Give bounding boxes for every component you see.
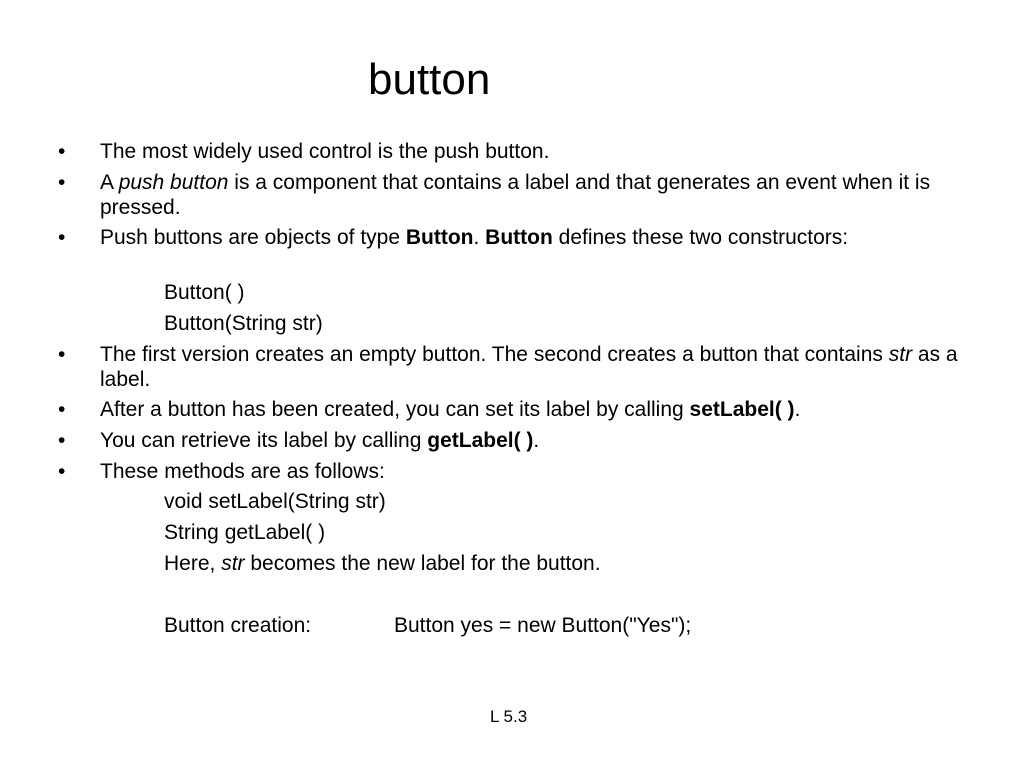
creation-label: Button creation: [164,614,312,637]
bullet-text-prefix: The first version creates an empty button. The second creates a button that contains [100,343,889,366]
bullet-text-prefix: Push buttons are objects of type [100,226,406,249]
constructor-line: Button(String str) [164,312,323,335]
bullet-glyph: • [58,398,66,421]
bullet-text-suffix: . [794,398,801,421]
here-note-suffix: becomes the new label for the button. [244,552,601,575]
bullet-text-bold: Button [405,226,474,249]
bullet-glyph: • [58,171,66,194]
slide-footer: L 5.3 [490,707,528,726]
method-signature: String getLabel( ) [164,521,326,544]
bullet-glyph: • [58,343,66,366]
bullet-text-plain: These methods are as follows: [100,460,385,483]
bullet-text [100,171,968,220]
slide-title: button [368,55,491,104]
bullet-text-suffix: as a label. [100,343,958,391]
bullet-glyph: • [58,460,66,483]
bullet-item [58,171,968,220]
bullet-text-italic: str [888,343,913,366]
bullet-text-suffix: . [533,429,540,452]
bullet-text [100,460,968,485]
bullet-text-suffix: defines these two constructors: [552,226,849,249]
bullet-item [58,226,968,251]
bullet-text-mid: . [473,226,486,249]
bullet-text-bold: getLabel( ) [427,429,534,452]
bullet-text [100,140,968,165]
bullet-text [100,343,968,392]
bullet-text-plain: The most widely used control is the push button. [100,140,550,163]
bullet-text-italic: push button [118,171,229,194]
bullet-item [58,429,968,454]
bullet-text [100,429,968,454]
bullet-item [58,140,968,165]
bullet-glyph: • [58,140,66,163]
bullet-text [100,226,968,251]
bullet-text-bold: Button [485,226,553,249]
method-signature: void setLabel(String str) [164,490,386,513]
bullet-item [58,460,968,485]
bullet-glyph: • [58,226,66,249]
bullet-text [100,398,968,423]
bullet-glyph: • [58,429,66,452]
bullet-text-prefix: After a button has been created, you can set its label by calling [100,398,690,421]
bullet-text-bold: setLabel( ) [689,398,795,421]
here-note-prefix: Here, [164,552,222,575]
bullet-item [58,343,968,392]
here-note [164,552,601,577]
bullet-text-suffix: is a component that contains a label and that generates an event when it is pressed. [100,171,931,219]
here-note-italic: str [221,552,245,575]
bullet-item [58,398,968,423]
bullet-text-prefix: You can retrieve its label by calling [100,429,428,452]
creation-example [164,614,692,639]
creation-code: Button yes = new Button("Yes"); [394,614,692,637]
bullet-text-prefix: A [100,171,119,194]
constructor-line: Button( ) [164,281,245,304]
